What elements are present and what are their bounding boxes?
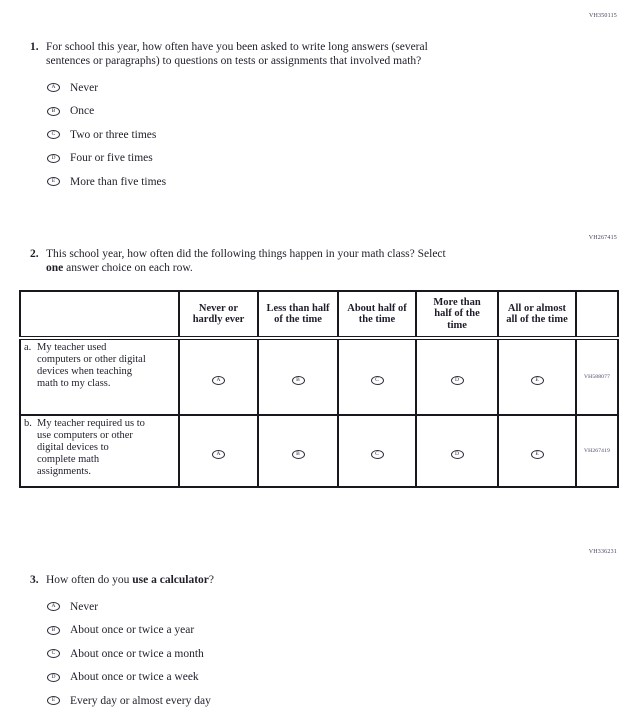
option-row[interactable] <box>47 81 630 94</box>
row-stem-text: My teacher required us to use computers or other digital devices to complete math assignments. <box>37 418 145 477</box>
bubble-letter: D <box>51 673 56 680</box>
answer-bubble-icon[interactable] <box>47 673 60 682</box>
bubble-letter: C <box>51 650 56 656</box>
question-2-prompt-bold: one <box>46 262 64 274</box>
table-row <box>20 338 618 415</box>
option-row[interactable] <box>47 152 630 165</box>
option-label: More than five times <box>70 175 167 188</box>
accession-code-row: VH267419 <box>576 415 618 487</box>
question-3-prompt-bold: use a calculator <box>132 574 209 586</box>
bubble-letter: B <box>51 626 56 633</box>
bubble-letter: A <box>216 377 221 383</box>
bubble-letter: A <box>216 451 221 457</box>
answer-bubble-icon[interactable] <box>212 450 225 459</box>
answer-cell <box>416 415 498 487</box>
answer-bubble-icon[interactable] <box>451 450 464 459</box>
accession-code-q1: VH350115 <box>588 13 617 19</box>
accession-code-q3: VH336231 <box>588 549 617 555</box>
question-2-number: 2. <box>30 248 39 260</box>
question-2-prompt-line1: This school year, how often did the following things happen in your math class? Select <box>46 248 446 260</box>
bubble-letter: B <box>296 377 300 383</box>
question-2-prompt <box>46 247 446 275</box>
bubble-letter: D <box>51 154 56 161</box>
question-3-prompt <box>46 573 214 587</box>
bubble-letter: B <box>51 107 56 114</box>
header-cell <box>498 291 576 338</box>
question-3-options <box>47 600 630 707</box>
option-row[interactable] <box>47 175 630 188</box>
question-1-number: 1. <box>30 41 39 53</box>
option-label: Never <box>70 600 99 613</box>
question-2-prompt-line2: answer choice on each row. <box>63 262 193 274</box>
row-letter: b. <box>24 418 32 429</box>
answer-bubble-icon[interactable] <box>292 450 305 459</box>
answer-bubble-icon[interactable] <box>531 376 544 385</box>
option-label: About once or twice a month <box>70 647 204 660</box>
bubble-letter: A <box>51 84 56 90</box>
option-label: Once <box>70 105 95 117</box>
row-letter: a. <box>24 342 32 353</box>
option-row[interactable] <box>47 600 630 613</box>
answer-cell <box>179 338 258 415</box>
bubble-letter: E <box>535 451 539 457</box>
answer-bubble-icon[interactable] <box>47 626 60 635</box>
option-label: About once or twice a week <box>70 671 199 683</box>
bubble-letter: C <box>51 131 56 137</box>
bubble-letter: E <box>51 178 56 184</box>
option-row[interactable] <box>47 671 630 684</box>
accession-code-row: VH588077 <box>576 338 618 415</box>
option-row[interactable] <box>47 647 630 660</box>
question-3-number: 3. <box>30 574 39 586</box>
answer-cell <box>179 415 258 487</box>
question-1-prompt-line2: sentences or paragraphs) to questions on tests or assignments that involved math? <box>46 55 422 67</box>
question-1-prompt-line1: For school this year, how often have you been asked to write long answers (several <box>46 41 428 53</box>
q2-matrix-table <box>19 290 619 488</box>
option-row[interactable] <box>47 105 630 118</box>
bubble-letter: C <box>375 451 379 457</box>
option-label: Four or five times <box>70 152 153 164</box>
option-row[interactable] <box>47 624 630 637</box>
option-label: Every day or almost every day <box>70 694 211 707</box>
answer-bubble-icon[interactable] <box>292 376 305 385</box>
answer-bubble-icon[interactable] <box>451 376 464 385</box>
row-stem-text: My teacher used computers or other digital devices when teaching math to my class. <box>37 342 146 389</box>
answer-bubble-icon[interactable] <box>47 130 60 139</box>
answer-bubble-icon[interactable] <box>371 450 384 459</box>
table-row <box>20 415 618 487</box>
answer-bubble-icon[interactable] <box>47 154 60 163</box>
question-1-options <box>47 81 630 188</box>
header-label: About half of the time <box>347 302 407 325</box>
answer-bubble-icon[interactable] <box>47 177 60 186</box>
bubble-letter: B <box>296 451 300 457</box>
answer-cell <box>338 338 416 415</box>
row-stem-cell <box>20 338 179 415</box>
answer-bubble-icon[interactable] <box>47 649 60 658</box>
bubble-letter: D <box>455 451 459 457</box>
answer-bubble-icon[interactable] <box>47 83 60 92</box>
table-header-row <box>20 291 618 338</box>
answer-cell <box>498 415 576 487</box>
bubble-letter: D <box>455 377 459 383</box>
answer-bubble-icon[interactable] <box>47 602 60 611</box>
question-3 <box>30 573 630 587</box>
header-cell <box>179 291 258 338</box>
option-label: Never <box>70 81 99 94</box>
bubble-letter: A <box>51 603 56 609</box>
option-label: About once or twice a year <box>70 624 195 636</box>
answer-cell <box>258 415 338 487</box>
question-1 <box>30 40 630 68</box>
answer-cell <box>498 338 576 415</box>
header-label: More than half of the time <box>433 296 481 331</box>
option-row[interactable] <box>47 694 630 707</box>
header-cell-empty <box>20 291 179 338</box>
bubble-letter: E <box>51 697 56 703</box>
bubble-letter: E <box>535 377 539 383</box>
answer-cell <box>258 338 338 415</box>
header-label: Never or hardly ever <box>192 302 245 325</box>
question-1-prompt <box>46 40 428 68</box>
answer-bubble-icon[interactable] <box>371 376 384 385</box>
answer-cell <box>338 415 416 487</box>
header-label: All or almost all of the time <box>506 302 568 325</box>
option-label: Two or three times <box>70 128 157 141</box>
header-cell <box>338 291 416 338</box>
header-cell-code <box>576 291 618 338</box>
option-row[interactable] <box>47 128 630 141</box>
questionnaire-page <box>0 13 630 707</box>
answer-bubble-icon[interactable] <box>212 376 225 385</box>
question-2 <box>30 247 630 275</box>
answer-bubble-icon[interactable] <box>531 450 544 459</box>
answer-bubble-icon[interactable] <box>47 696 60 705</box>
row-stem-cell <box>20 415 179 487</box>
question-3-prompt-post: ? <box>208 574 215 586</box>
question-3-prompt-pre: How often do you <box>46 574 133 586</box>
header-cell <box>258 291 338 338</box>
answer-bubble-icon[interactable] <box>47 107 60 116</box>
accession-code-q2: VH267415 <box>588 235 617 241</box>
header-label: Less than half of the time <box>266 302 330 325</box>
answer-cell <box>416 338 498 415</box>
bubble-letter: C <box>375 377 379 383</box>
header-cell <box>416 291 498 338</box>
